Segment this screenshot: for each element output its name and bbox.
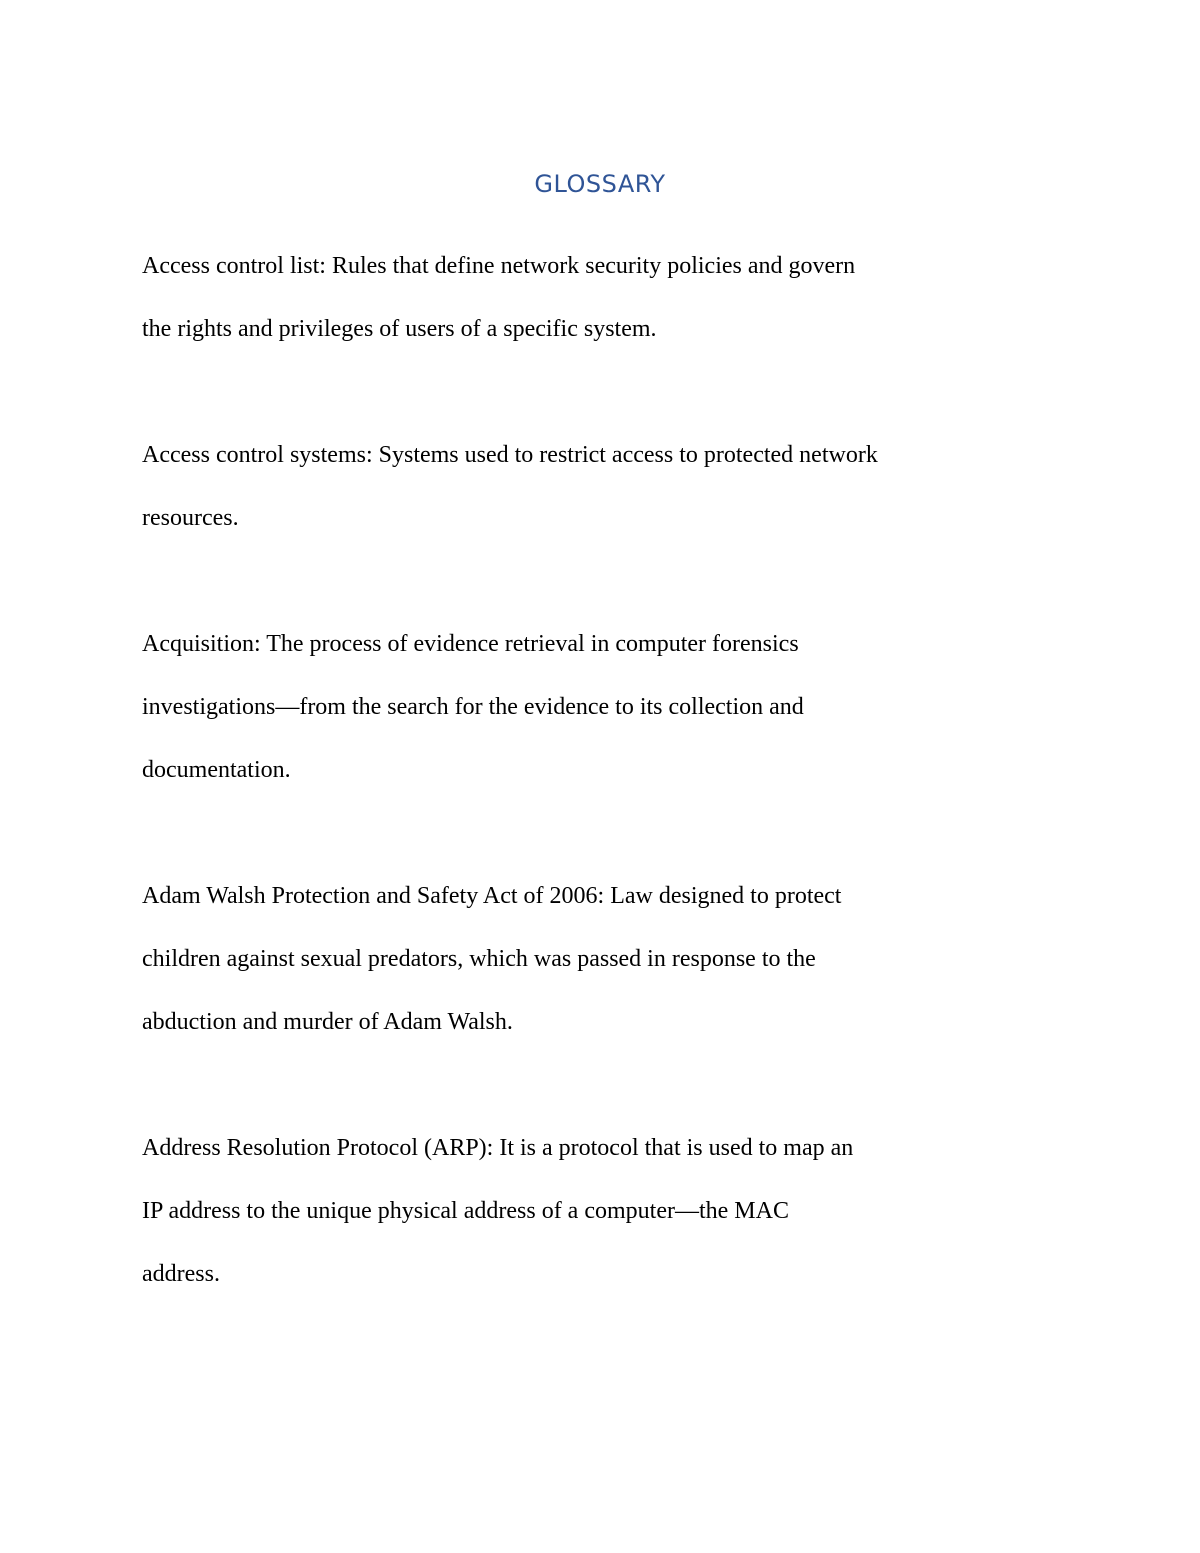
entry-line: address.	[142, 1261, 220, 1287]
entry-line: children against sexual predators, which was passed in response to the	[142, 946, 816, 972]
entry-line: the rights and privileges of users of a specific system.	[142, 316, 657, 342]
entry-line: IP address to the unique physical address of a computer—the MAC	[142, 1198, 789, 1224]
entry-line: Address Resolution Protocol (ARP): It is a protocol that is used to map an	[142, 1135, 854, 1161]
entry-line: investigations—from the search for the evidence to its collection and	[142, 694, 804, 720]
entry-line: Acquisition: The process of evidence retrieval in computer forensics	[142, 631, 799, 657]
glossary-entry-access-control-list	[142, 235, 1002, 361]
glossary-entry-arp	[142, 1117, 1002, 1306]
glossary-entry-access-control-systems	[142, 424, 1002, 550]
page-title: GLOSSARY	[534, 170, 666, 198]
glossary-entry-adam-walsh-act	[142, 865, 1002, 1054]
entry-line: Access control systems: Systems used to restrict access to protected network	[142, 442, 878, 468]
glossary-entry-acquisition	[142, 613, 1002, 802]
entry-line: resources.	[142, 505, 239, 531]
entry-line: documentation.	[142, 757, 291, 783]
entry-line: Access control list: Rules that define network security policies and govern	[142, 253, 856, 279]
entry-line: abduction and murder of Adam Walsh.	[142, 1009, 513, 1035]
entry-line: Adam Walsh Protection and Safety Act of 2006: Law designed to protect	[142, 883, 842, 909]
glossary-list	[142, 235, 1002, 1369]
